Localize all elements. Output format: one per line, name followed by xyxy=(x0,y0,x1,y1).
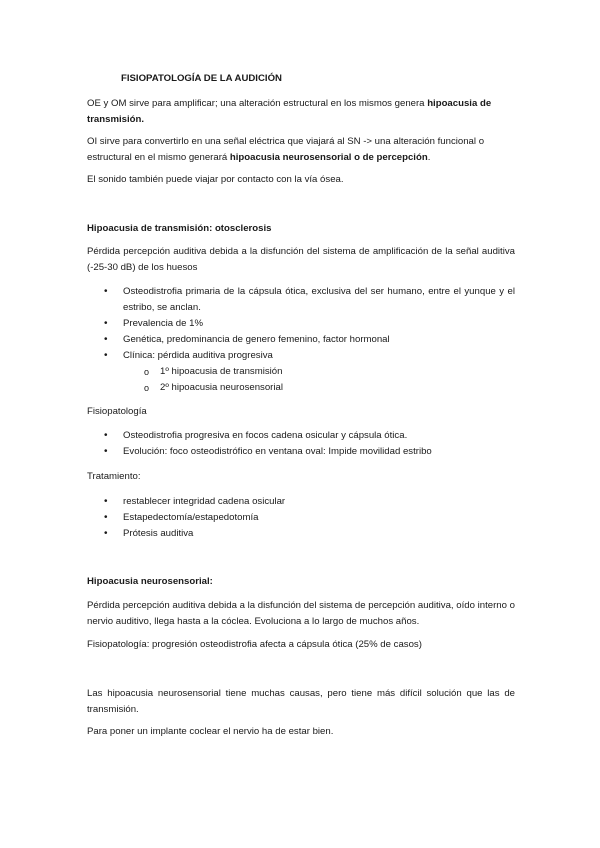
list-item: • Clínica: pérdida auditiva progresiva o 1º hipoacusia de transmisión o 2º hipoacusia neurosensorial xyxy=(87,348,515,396)
list-item: • Genética, predominancia de genero femenino, factor hormonal xyxy=(87,332,515,348)
list-item: • Prevalencia de 1% xyxy=(87,316,515,332)
intro-paragraph-2 xyxy=(87,134,515,166)
tratamiento-label: Tratamiento: xyxy=(87,471,141,482)
fisiopatologia-bullet-list xyxy=(87,428,515,460)
intro-paragraph-1 xyxy=(87,96,515,128)
intro-p2-text: OI sirve para convertirlo en una señal eléctrica que viajará al SN -> una alteración funcional o estructural en el mismo generará xyxy=(87,136,485,163)
section-heading-transmision: Hipoacusia de transmisión: otosclerosis xyxy=(87,223,272,234)
intro-paragraph-3: El sonido también puede viajar por contacto con la vía ósea. xyxy=(87,174,344,185)
neuro-fisiopatologia: Fisiopatología: progresión osteodistrofia afecta a cápsula ótica (25% de casos) xyxy=(87,639,422,650)
intro-p2-end: . xyxy=(427,152,431,163)
list-item: • restablecer integridad cadena osicular xyxy=(87,494,515,510)
transmision-description: Pérdida percepción auditiva debida a la disfunción del sistema de amplificación de la señal auditiva (-25-30 dB) de los huesos xyxy=(87,246,515,273)
fisiopatologia-label: Fisiopatología xyxy=(87,406,147,417)
intro-p1-bold: hipoacusia de transmisión. xyxy=(87,98,492,125)
section-heading-neurosensorial: Hipoacusia neurosensorial: xyxy=(87,576,213,587)
list-item: • Prótesis auditiva xyxy=(87,526,515,542)
sub-list-item: o 1º hipoacusia de transmisión xyxy=(123,364,515,380)
transmision-bullet-list xyxy=(87,284,515,396)
neuro-causas-paragraph: Las hipoacusia neurosensorial tiene muchas causas, pero tiene más difícil solución que las de transmisión. xyxy=(87,688,515,715)
list-item: • Osteodistrofia progresiva en focos cadena osicular y cápsula ótica. xyxy=(87,428,515,444)
list-item: • Estapedectomía/estapedotomía xyxy=(87,510,515,526)
neuro-description: Pérdida percepción auditiva debida a la disfunción del sistema de percepción auditiva, oído interno o nervio auditivo, llega hasta a la cóclea. Evoluciona a lo largo de muchos años. xyxy=(87,600,515,627)
page-title: FISIOPATOLOGÍA DE LA AUDICIÓN xyxy=(121,73,282,84)
list-item: • Evolución: foco osteodistrófico en ventana oval: Impide movilidad estribo xyxy=(87,444,515,460)
tratamiento-bullet-list xyxy=(87,494,515,542)
neuro-implante-paragraph: Para poner un implante coclear el nervio ha de estar bien. xyxy=(87,726,334,737)
sub-list-item: o 2º hipoacusia neurosensorial xyxy=(123,380,515,396)
intro-p2-bold: hipoacusia neurosensorial o de percepción xyxy=(229,152,428,163)
intro-p1-text: OE y OM sirve para amplificar; una alteración estructural en los mismos genera xyxy=(87,98,428,109)
clinica-sub-list xyxy=(123,364,515,396)
list-item: • Osteodistrofia primaria de la cápsula ótica, exclusiva del ser humano, entre el yunque y el estribo, se anclan. xyxy=(87,284,515,316)
